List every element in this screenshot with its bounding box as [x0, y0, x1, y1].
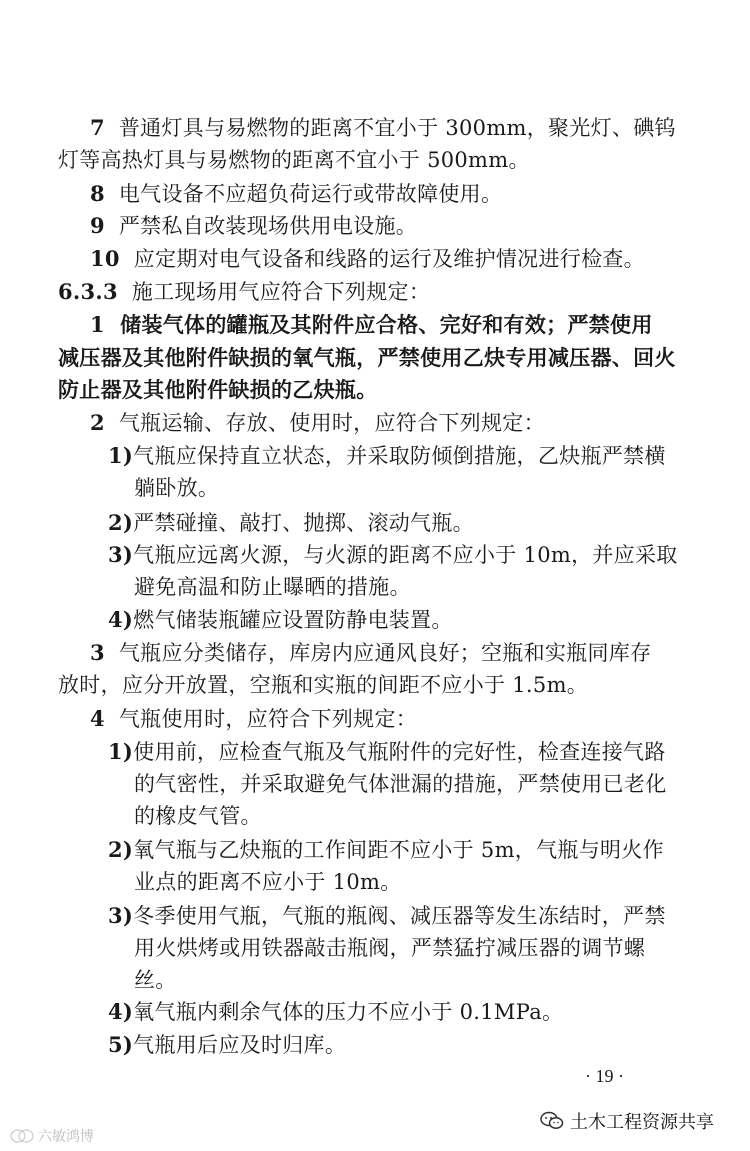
line-text: 冬季使用气瓶，气瓶的瓶阀、减压器等发生冻结时，严禁 [133, 904, 666, 928]
item-number: 3 [90, 640, 105, 665]
item-number: 2) [108, 510, 134, 535]
text-line-14 [108, 541, 678, 569]
line-text: 避免高温和防止曝晒的措施。 [134, 575, 411, 599]
text-line-15 [134, 573, 411, 601]
line-text: 燃气储装瓶罐应设置防静电装置。 [133, 608, 453, 632]
text-line-17 [90, 639, 651, 667]
text-line-20 [108, 738, 666, 766]
line-text: 放时，应分开放置，空瓶和实瓶的间距不应小于 1.5m。 [58, 673, 589, 697]
text-line-19 [90, 705, 417, 733]
line-text: 减压器及其他附件缺损的氧气瓶，严禁使用乙炔专用减压器、回火 [58, 345, 676, 370]
text-line-23 [108, 836, 664, 864]
line-text: 气瓶应保持直立状态，并采取防倾倒措施，乙炔瓶严禁横 [133, 444, 666, 468]
item-number: 5) [108, 1032, 134, 1057]
text-line-18 [58, 671, 588, 699]
account-name: 土木工程资源共享 [570, 1112, 714, 1133]
text-line-1 [90, 114, 676, 142]
line-text: 应定期对电气设备和线路的运行及维护情况进行检查。 [133, 247, 645, 271]
item-number: 4) [108, 607, 134, 632]
item-number: 8 [90, 181, 105, 206]
line-text: 灯等高热灯具与易燃物的距离不宜小于 500mm。 [58, 148, 530, 172]
watermark-text: 六敏鸿博 [38, 1129, 94, 1145]
text-line-5 [90, 245, 645, 273]
text-line-2 [58, 146, 530, 174]
text-line-13 [108, 509, 474, 537]
text-line-16 [108, 606, 453, 634]
line-text: 气瓶应远离火源，与火源的距离不应小于 10m，并应采取 [133, 543, 678, 567]
watermark-logo-icon [10, 1128, 34, 1144]
text-line-24 [134, 868, 402, 896]
line-text: 普通灯具与易燃物的距离不宜小于 300mm，聚光灯、碘钨 [118, 116, 676, 140]
item-number: 9 [90, 213, 105, 238]
text-line-25 [108, 902, 666, 930]
line-text: 严禁碰撞、敲打、抛掷、滚动气瓶。 [133, 511, 474, 535]
item-number: 2) [108, 837, 134, 862]
text-line-8 [58, 344, 676, 372]
line-text: 丝。 [134, 968, 177, 992]
line-text: 躺卧放。 [134, 476, 220, 500]
text-line-7 [90, 311, 653, 339]
text-line-29 [108, 1031, 346, 1059]
watermark [10, 1126, 94, 1146]
line-text: 气瓶使用时，应符合下列规定： [118, 707, 418, 731]
account-signature [540, 1108, 714, 1134]
line-text: 氧气瓶与乙炔瓶的工作间距不应小于 5m，气瓶与明火作 [133, 838, 664, 862]
line-text: 气瓶运输、存放、使用时，应符合下列规定： [118, 411, 545, 435]
line-text: 的橡皮气管。 [134, 804, 262, 828]
line-text: 防止器及其他附件缺损的乙炔瓶。 [58, 377, 378, 402]
line-text: 使用前，应检查气瓶及气瓶附件的完好性，检查连接气路 [133, 740, 666, 764]
item-number: 4) [108, 999, 134, 1024]
item-number: 1) [108, 739, 134, 764]
text-line-22 [134, 802, 262, 830]
line-text: 氧气瓶内剩余气体的压力不应小于 0.1MPa。 [133, 1000, 564, 1024]
item-number: 2 [90, 410, 105, 435]
line-text: 气瓶应分类储存，库房内应通风良好；空瓶和实瓶同库存 [118, 641, 652, 665]
text-line-12 [134, 474, 219, 502]
text-line-3 [90, 180, 502, 208]
line-text: 气瓶用后应及时归库。 [133, 1033, 347, 1057]
wechat-icon [540, 1111, 564, 1131]
item-number: 4 [90, 706, 105, 731]
text-line-10 [90, 409, 545, 437]
item-number: 3) [108, 542, 134, 567]
line-text: 电气设备不应超负荷运行或带故障使用。 [118, 182, 503, 206]
text-line-28 [108, 998, 563, 1026]
line-text: 施工现场用气应符合下列规定： [131, 280, 431, 304]
item-number: 1) [108, 443, 134, 468]
line-text: 用火烘烤或用铁器敲击瓶阀，严禁猛拧减压器的调节螺 [134, 936, 646, 960]
item-number: 10 [90, 246, 120, 271]
section-heading [58, 278, 430, 306]
item-number: 3) [108, 903, 134, 928]
text-line-9 [58, 376, 378, 404]
line-text: 的气密性，并采取避免气体泄漏的措施，严禁使用已老化 [134, 772, 667, 796]
section-number: 6.3.3 [58, 279, 118, 304]
line-text: 严禁私自改装现场供用电设施。 [118, 214, 418, 238]
text-line-11 [108, 442, 666, 470]
line-text: 储装气体的罐瓶及其附件应合格、完好和有效；严禁使用 [120, 312, 653, 337]
text-line-21 [134, 770, 667, 798]
line-text: 业点的距离不应小于 10m。 [134, 870, 402, 894]
page-number: · 19 · [585, 1066, 624, 1086]
item-number: 7 [90, 115, 105, 140]
text-line-4 [90, 212, 417, 240]
text-line-26 [134, 934, 645, 962]
item-number: 1 [90, 312, 105, 337]
text-line-27 [134, 966, 177, 994]
